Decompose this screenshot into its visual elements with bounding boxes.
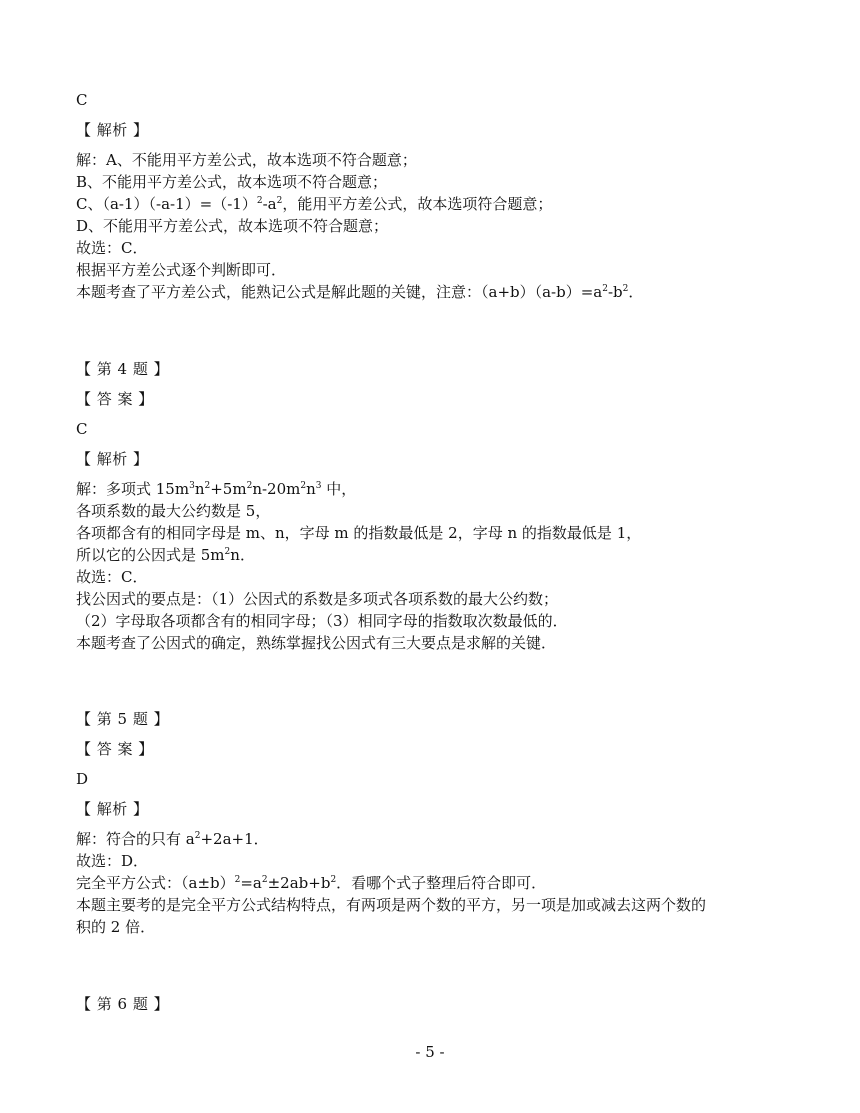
page-number: - 5 - [415,1043,445,1061]
q3-analysis-line-2: B、不能用平方差公式，故本选项不符合题意； [76,173,388,191]
q3-analysis-line-3: C、$(a-1)(-a-1)=(-1)^2-a^2$，能用平方差公式，故本选项符合题意； [76,195,553,213]
q6-title: 【 第 6 题 】 [76,995,170,1013]
q5-analysis-line-1: 解：符合的只有 $a^2+2a+1$． [76,830,269,848]
q4-analysis-line-1: 解：多项式 $15m^3n^2+5m^2n-20m^2n^3$ 中， [76,480,357,498]
q4-analysis-heading: 【 解析 】 [76,450,149,468]
q5-analysis-heading: 【 解析 】 [76,800,149,818]
q5-answer-heading: 【 答 案 】 [76,740,154,758]
q3-answer: C [76,91,88,109]
q3-analysis-line-7: 本题考查了平方差公式，能熟记公式是解此题的关键，注意：$(a+b)(a-b)=a^2-b^2$． [76,283,644,301]
q5-analysis-line-4: 本题主要考的是完全平方公式结构特点，有两项是两个数的平方，另一项是加或减去这两个数的 [76,896,707,914]
q4-answer-heading: 【 答 案 】 [76,390,154,408]
q3-analysis-line-6: 根据平方差公式逐个判断即可． [76,261,287,279]
q4-analysis-line-2: 各项系数的最大公约数是 5， [76,502,271,520]
q3-analysis-heading: 【 解析 】 [76,121,149,139]
q5-analysis-line-5: 积的 2 倍． [76,918,156,936]
q4-analysis-line-7: （2）字母取各项都含有的相同字母；（3）相同字母的指数取次数最低的． [76,612,568,630]
q4-analysis-line-6: 找公因式的要点是：（1）公因式的系数是多项式各项系数的最大公约数； [76,590,559,608]
q5-answer: D [76,770,89,788]
q4-analysis-line-5: 故选：C． [76,568,148,586]
q4-answer: C [76,420,88,438]
q4-title: 【 第 4 题 】 [76,360,170,378]
q5-analysis-line-2: 故选：D． [76,852,149,870]
q5-title: 【 第 5 题 】 [76,710,170,728]
q4-analysis-line-8: 本题考查了公因式的确定，熟练掌握找公因式有三大要点是求解的关键． [76,634,557,652]
q3-analysis-line-1: 解：A、不能用平方差公式，故本选项不符合题意； [76,151,417,169]
q3-analysis-line-4: D、不能用平方差公式，故本选项不符合题意； [76,217,389,235]
q4-analysis-line-3: 各项都含有的相同字母是 m、n，字母 m 的指数最低是 2，字母 n 的指数最低是 1， [76,524,642,542]
q3-analysis-line-5: 故选：C． [76,239,148,257]
q4-analysis-line-4: 所以它的公因式是 $5m^2n$． [76,546,255,564]
q5-analysis-line-3: 完全平方公式：$(a\pm b)^2=a^2\pm 2ab+b^2$．看哪个式子整理后符合即可． [76,874,547,892]
